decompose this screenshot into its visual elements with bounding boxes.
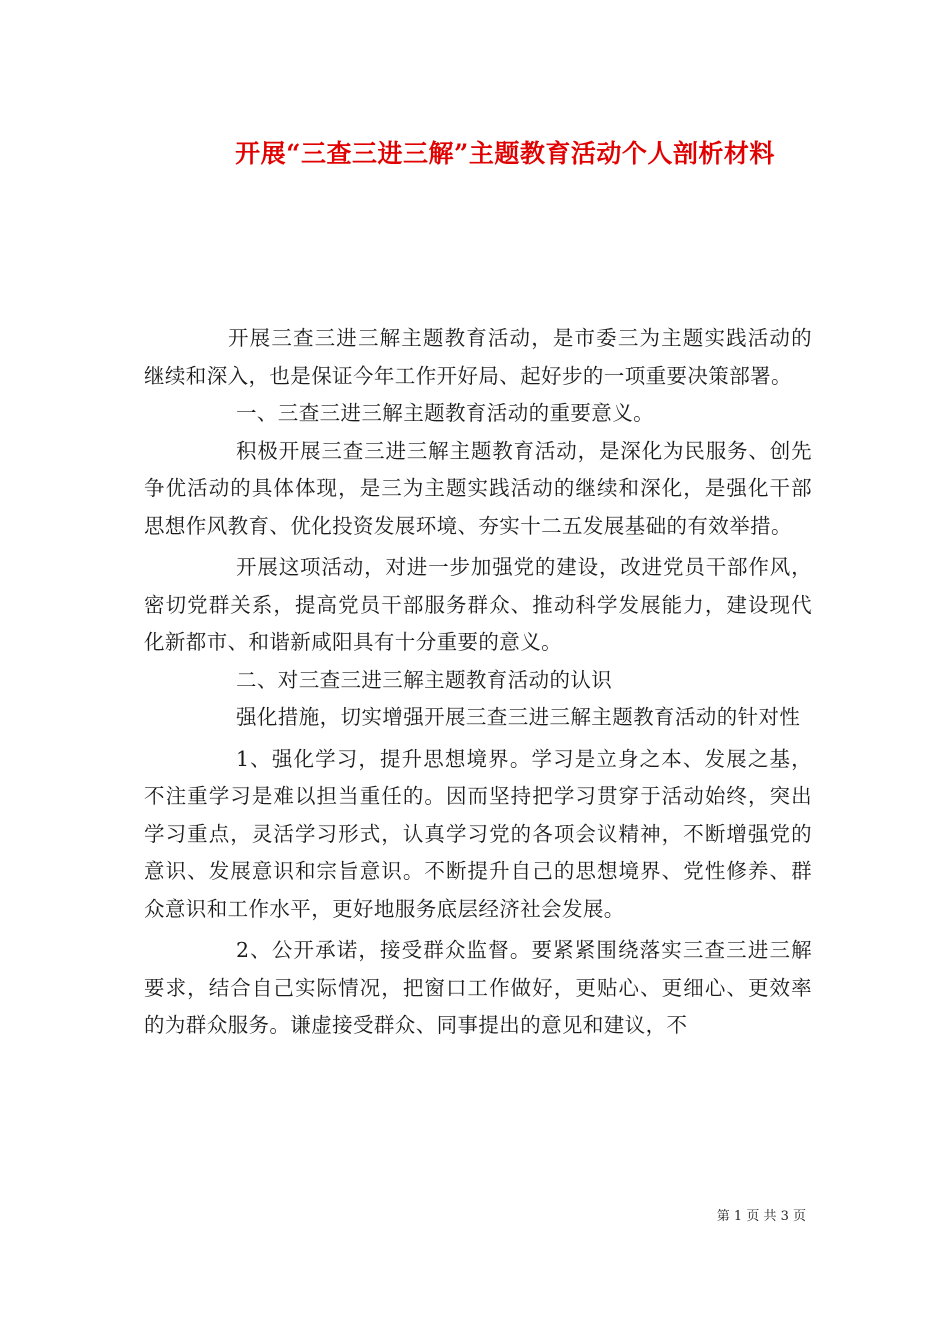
- paragraph-significance: 积极开展三查三进三解主题教育活动，是深化为民服务、创先争优活动的具体体现，是三为主题实践活动的继续和深化，是强化干部思想作风教育、优化投资发展环境、夯实十二五发展基础的有效举措。: [144, 438, 812, 538]
- page-number: 第 1 页 共 3 页: [716, 1209, 806, 1224]
- paragraph-item-2: 2、公开承诺，接受群众监督。要紧紧围绕落实三查三进三解要求，结合自己实际情况，把窗口工作做好，更贴心、更细心、更效率的为群众服务。谦虚接受群众、同事提出的意见和建议，不: [144, 938, 812, 1037]
- heading-section-1: 一、三查三进三解主题教育活动的重要意义。: [236, 401, 654, 425]
- paragraph-activity: 开展这项活动，对进一步加强党的建设，改进党员干部作风，密切党群关系，提高党员干部服务群众、推动科学发展能力，建设现代化新都市、和谐新咸阳具有十分重要的意义。: [144, 555, 812, 654]
- document-body: [144, 320, 812, 1045]
- paragraph-measures: 强化措施，切实增强开展三查三进三解主题教育活动的针对性: [236, 705, 801, 729]
- paragraph-intro: 开展三查三进三解主题教育活动，是市委三为主题实践活动的继续和深入，也是保证今年工作开好局、起好步的一项重要决策部署。: [144, 326, 812, 388]
- paragraph-item-1: 1、强化学习，提升思想境界。学习是立身之本、发展之基，不注重学习是难以担当重任的。因而坚持把学习贯穿于活动始终，突出学习重点，灵活学习形式，认真学习党的各项会议精神，不断增强党的意识、发展意识和宗旨意识。不断提升自己的思想境界、党性修养、群众意识和工作水平，更好地服务底层经济社会发展。: [144, 746, 812, 921]
- document-title: 开展“三查三进三解”主题教育活动个人剖析材料: [235, 139, 775, 168]
- heading-section-2: 二、对三查三进三解主题教育活动的认识: [236, 667, 613, 692]
